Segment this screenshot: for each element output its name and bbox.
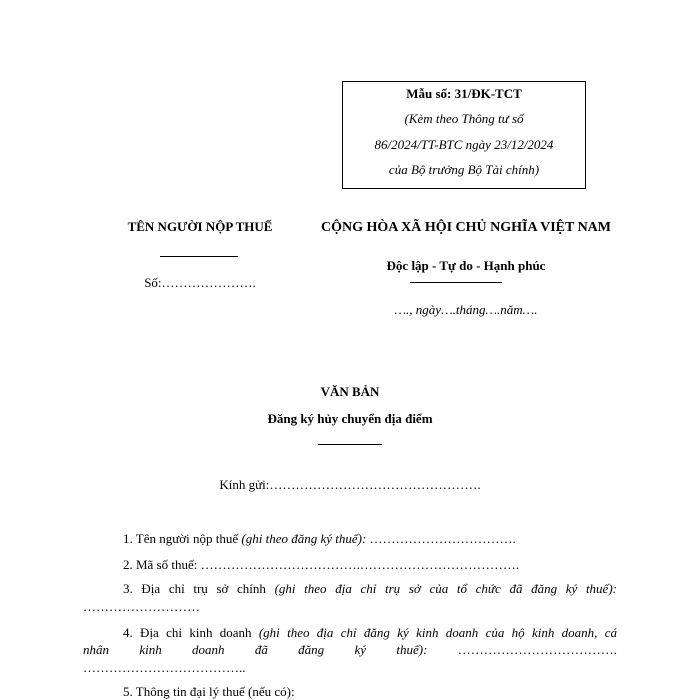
- item-dots: ……………………………….……………………………….: [200, 557, 520, 572]
- national-motto: Độc lập - Tự do - Hạnh phúc: [386, 258, 546, 273]
- form-reference-line-1: (Kèm theo Thông tư số: [404, 111, 524, 126]
- item-note: (ghi theo đăng ký thuế):: [241, 531, 367, 546]
- document-subtitle: Đăng ký hủy chuyển địa điểm: [267, 411, 433, 426]
- form-reference-line-3: của Bộ trưởng Bộ Tài chính): [388, 162, 540, 177]
- item-tax-code: [123, 556, 623, 573]
- date-line: …., ngày….tháng….năm….: [394, 302, 538, 317]
- item-business-address-line2: [83, 641, 617, 658]
- item-label: 3. Địa chỉ trụ sở chính: [123, 581, 275, 596]
- form-number: Mẫu số: 31/ĐK-TCT: [406, 86, 522, 101]
- item-head-office-address: [123, 580, 617, 597]
- document-title: VĂN BẢN: [320, 384, 380, 399]
- document-number-line: Số:………………….: [144, 275, 256, 290]
- recipient-line: Kính gửi:………………………………………….: [219, 477, 481, 492]
- item-label: 4. Địa chỉ kinh doanh: [123, 625, 259, 640]
- form-reference-line-2: 86/2024/TT-BTC ngày 23/12/2024: [374, 137, 554, 152]
- taxpayer-name-heading: TÊN NGƯỜI NỘP THUẾ: [127, 219, 273, 234]
- item-head-office-dots: ………………………: [83, 599, 200, 614]
- subtitle-underline: [318, 444, 382, 445]
- item-dots: …………………………….: [366, 531, 516, 546]
- nation-heading: CỘNG HÒA XÃ HỘI CHỦ NGHĨA VIỆT NAM: [320, 220, 611, 235]
- item-note: (ghi theo địa chỉ đăng ký kinh doanh của hộ kinh doanh, cá: [258, 625, 617, 640]
- form-number-box: [342, 81, 586, 189]
- item-dots: ……………………………….: [457, 642, 617, 657]
- item-tax-agent-info: 5. Thông tin đại lý thuế (nếu có):: [123, 684, 295, 699]
- item-label: 2. Mã số thuế:: [123, 557, 201, 572]
- item-note: nhân kinh doanh đã đăng ký thuế):: [83, 642, 428, 657]
- motto-underline: [410, 282, 502, 283]
- item-business-address-dots: ………………………………..: [83, 660, 246, 675]
- taxpayer-underline: [160, 256, 238, 257]
- item-taxpayer-name: [123, 530, 623, 547]
- item-business-address: [123, 624, 617, 641]
- item-note: (ghi theo địa chỉ trụ sở của tổ chức đã đăng ký thuế):: [274, 581, 617, 596]
- item-label: 1. Tên người nộp thuế: [123, 531, 242, 546]
